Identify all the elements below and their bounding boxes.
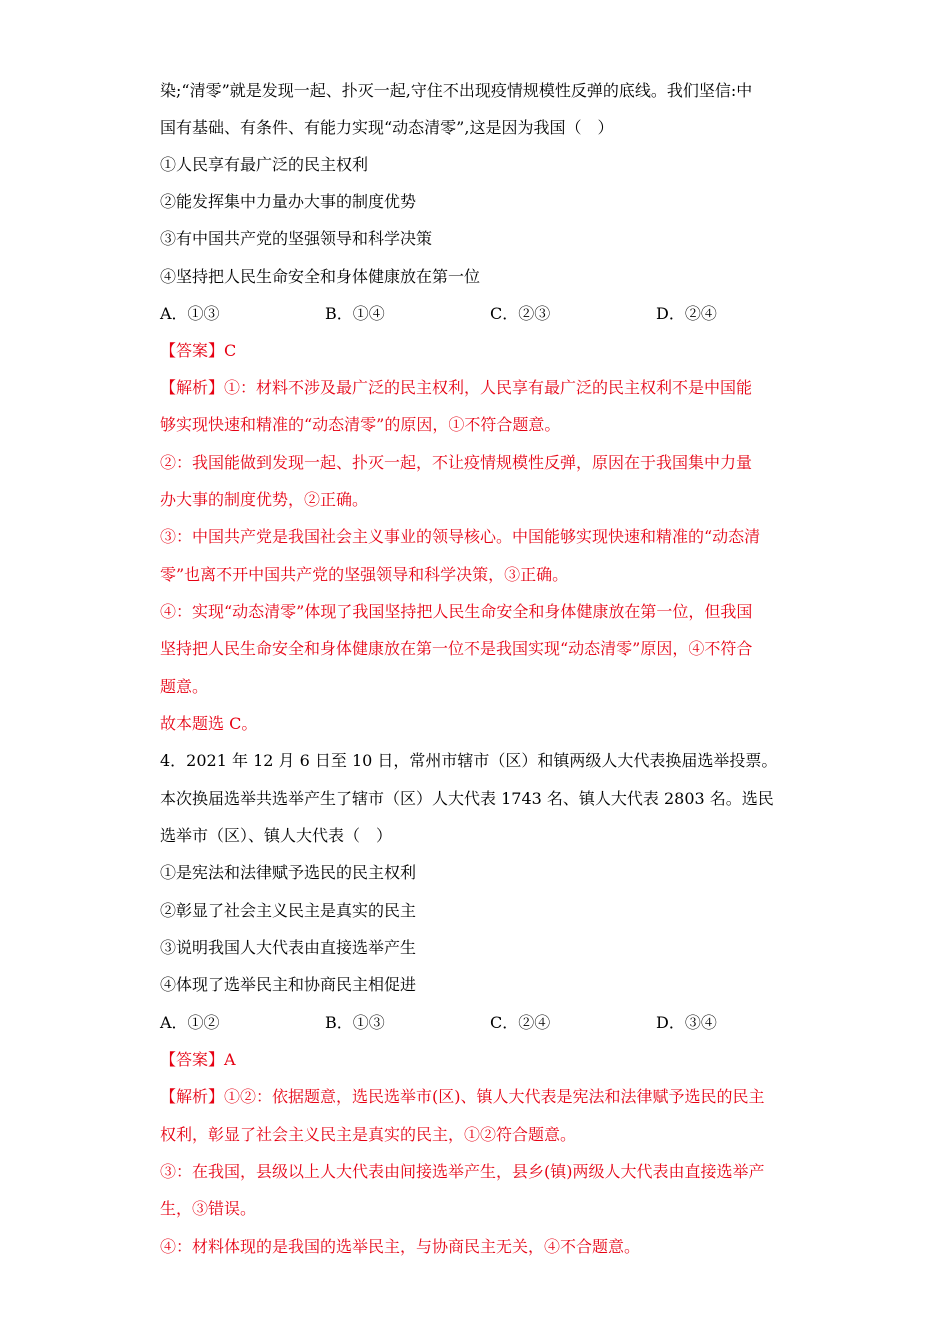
q3-analysis-line-2: 够实现快速和精准的“动态清零”的原因，①不符合题意。 bbox=[160, 415, 561, 434]
q4-statement-4: ④体现了选举民主和协商民主相促进 bbox=[160, 975, 417, 994]
q4-analysis-line-5: ④：材料体现的是我国的选举民主，与协商民主无关，④不合题意。 bbox=[160, 1237, 641, 1256]
q4-option-d: D．③④ bbox=[656, 1013, 717, 1032]
q3-option-c: C．②③ bbox=[490, 304, 551, 323]
q3-statement-3: ③有中国共产党的坚强领导和科学决策 bbox=[160, 229, 433, 248]
q3-option-b: B．①④ bbox=[325, 304, 385, 323]
q4-statement-2: ②彰显了社会主义民主是真实的民主 bbox=[160, 901, 417, 920]
q3-analysis-line-6: 零”也离不开中国共产党的坚强领导和科学决策，③正确。 bbox=[160, 565, 569, 584]
q4-analysis-line-4: 生，③错误。 bbox=[160, 1199, 257, 1218]
q4-analysis-line-3: ③：在我国，县级以上人大代表由间接选举产生，县乡(镇)两级人大代表由直接选举产 bbox=[160, 1162, 765, 1181]
q4-stem-line-2: 本次换届选举共选举产生了辖市（区）人大代表 1743 名、镇人大代表 2803 名。选民 bbox=[160, 789, 774, 808]
q4-option-c: C．②④ bbox=[490, 1013, 551, 1032]
q3-analysis-line-4: 办大事的制度优势，②正确。 bbox=[160, 490, 369, 509]
q3-analysis-line-9: 题意。 bbox=[160, 677, 209, 696]
q3-analysis-line-7: ④：实现“动态清零”体现了我国坚持把人民生命安全和身体健康放在第一位，但我国 bbox=[160, 602, 753, 621]
q3-option-d: D．②④ bbox=[656, 304, 717, 323]
q3-analysis-line-8: 坚持把人民生命安全和身体健康放在第一位不是我国实现“动态清零”原因，④不符合 bbox=[160, 639, 753, 658]
q4-statement-1: ①是宪法和法律赋予选民的民主权利 bbox=[160, 863, 417, 882]
q4-stem-line-1: 4．2021 年 12 月 6 日至 10 日，常州市辖市（区）和镇两级人大代表换届选举投票。 bbox=[160, 751, 778, 770]
q3-statement-4: ④坚持把人民生命安全和身体健康放在第一位 bbox=[160, 267, 481, 286]
q4-analysis-line-2: 权利，彰显了社会主义民主是真实的民主，①②符合题意。 bbox=[160, 1125, 577, 1144]
q3-analysis-line-1: 【解析】①：材料不涉及最广泛的民主权利，人民享有最广泛的民主权利不是中国能 bbox=[160, 378, 753, 397]
q3-stem-line-1: 染;“清零”就是发现一起、扑灭一起,守住不出现疫情规模性反弹的底线。我们坚信:中 bbox=[160, 81, 753, 100]
q4-option-b: B．①③ bbox=[325, 1013, 385, 1032]
q3-conclusion: 故本题选 C。 bbox=[160, 714, 258, 733]
q4-option-a: A．①② bbox=[160, 1013, 220, 1032]
q3-stem-line-2: 国有基础、有条件、有能力实现“动态清零”,这是因为我国（ ） bbox=[160, 118, 614, 137]
q3-answer: 【答案】C bbox=[160, 341, 237, 360]
q4-analysis-line-1: 【解析】①②：依据题意，选民选举市(区)、镇人大代表是宪法和法律赋予选民的民主 bbox=[160, 1087, 765, 1106]
q3-analysis-line-5: ③：中国共产党是我国社会主义事业的领导核心。中国能够实现快速和精准的“动态清 bbox=[160, 527, 761, 546]
q3-analysis-line-3: ②：我国能做到发现一起、扑灭一起，不让疫情规模性反弹，原因在于我国集中力量 bbox=[160, 453, 753, 472]
q3-statement-2: ②能发挥集中力量办大事的制度优势 bbox=[160, 192, 417, 211]
q3-statement-1: ①人民享有最广泛的民主权利 bbox=[160, 155, 369, 174]
q4-answer: 【答案】A bbox=[160, 1050, 236, 1069]
q4-statement-3: ③说明我国人大代表由直接选举产生 bbox=[160, 938, 417, 957]
q4-stem-line-3: 选举市（区）、镇人大代表（ ） bbox=[160, 826, 393, 845]
q3-option-a: A．①③ bbox=[160, 304, 220, 323]
